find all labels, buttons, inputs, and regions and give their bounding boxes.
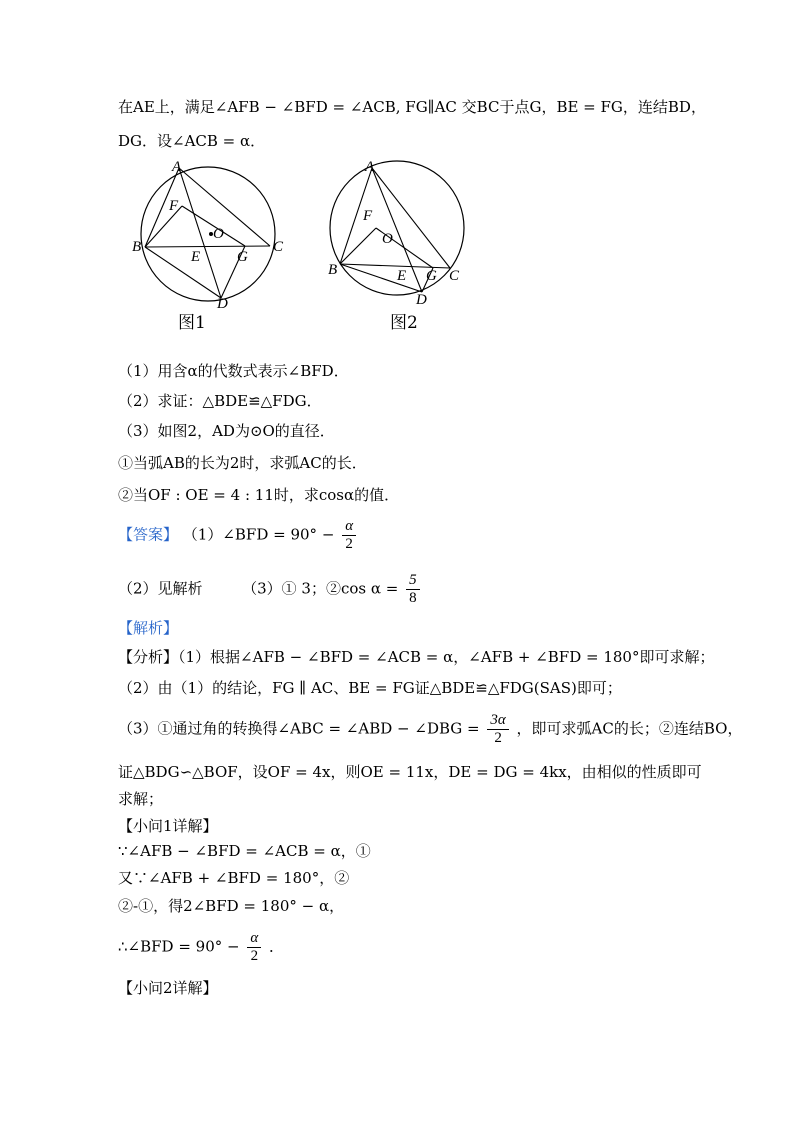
fig1-point-label: F: [169, 198, 179, 214]
fig2-point-label: B: [328, 262, 338, 278]
question-2: （2）求证：△BDE≌△FDG．: [118, 392, 322, 410]
fig1-point-label: B: [132, 239, 142, 255]
fig1-point-label: A: [172, 159, 182, 175]
fig2-point-label: E: [397, 268, 407, 284]
answer-line-2: [118, 572, 423, 607]
fig1-point-label: G: [237, 249, 248, 265]
question-3a: ①当弧AB的长为2时，求弧AC的长．: [118, 454, 367, 472]
step-4: [118, 930, 284, 965]
fenxi-3-suffix: ，即可求弧AC的长；②连结BO，: [516, 719, 743, 738]
fig2-point-label: G: [426, 268, 437, 284]
fenxi-tag: 【分析】: [118, 648, 179, 666]
circle-o-fig1: [141, 167, 275, 301]
fig2-point-label: F: [363, 208, 373, 224]
problem-intro-line1: 在AE上，满足∠AFB − ∠BFD = ∠ACB, FG∥AC 交BC于点G，BE = FG，连结BD，: [118, 98, 706, 116]
answer-3-prefix: （3）① 3；②cos α =: [242, 579, 399, 598]
question-3: （3）如图2，AD为⊙O的直径．: [118, 422, 335, 440]
sub1-tag: 【小问1详解】: [118, 817, 218, 835]
step-4-prefix: ∴∠BFD = 90° −: [118, 937, 240, 956]
fenxi-3-prefix: （3）①通过角的转换得∠ABC = ∠ABD − ∠DBG =: [118, 719, 480, 738]
analysis-tag: 【解析】: [118, 619, 179, 637]
figure-2: [325, 158, 495, 308]
fenxi-line-2: （2）由（1）的结论，FG ∥ AC、BE = FG证△BDE≌△FDG(SAS)即可；: [118, 679, 622, 697]
answer-tag: 【答案】: [118, 525, 179, 544]
question-1: （1）用含α的代数式表示∠BFD．: [118, 362, 349, 380]
answer-1-prefix: （1）∠BFD = 90° −: [182, 525, 335, 544]
fig1-point-label: E: [191, 249, 201, 265]
geometry-figures: [120, 158, 480, 333]
step-1: ∵∠AFB − ∠BFD = ∠ACB = α，①: [118, 842, 371, 860]
figure-2-label: 图2: [390, 313, 418, 333]
fenxi-3-fraction: $\frac{3\alpha}{2}$: [487, 712, 508, 747]
answer-1-fraction: $\frac{\alpha}{2}$: [342, 518, 356, 553]
sub2-tag: 【小问2详解】: [118, 979, 218, 997]
figure-1: [125, 158, 295, 308]
answer-2: （2）见解析: [118, 579, 203, 598]
step-3: ②-①，得2∠BFD = 180° − α，: [118, 897, 345, 915]
fenxi-line-3: [118, 712, 742, 747]
fig2-point-label: A: [365, 159, 375, 175]
step-4-suffix: ．: [269, 937, 285, 956]
step-2: 又∵∠AFB + ∠BFD = 180°，②: [118, 869, 350, 887]
problem-intro-line2: DG．设∠ACB = α．: [118, 132, 266, 150]
figure-1-label: 图1: [178, 313, 206, 333]
step-4-fraction: $\frac{\alpha}{2}$: [247, 930, 261, 965]
fenxi-line-5: 求解；: [118, 790, 164, 808]
fig2-point-label: C: [449, 268, 460, 284]
fig2-point-label: O: [382, 231, 393, 247]
fig2-point-label: D: [416, 292, 427, 308]
fig1-point-label: O: [213, 226, 224, 242]
fig1-point-label: C: [273, 239, 284, 255]
fenxi-line-4: 证△BDG∽△BOF，设OF = 4x，则OE = 11x，DE = DG = 4kx，由相似的性质即可: [118, 763, 702, 781]
fenxi-text-1: （1）根据∠AFB − ∠BFD = ∠ACB = α，∠AFB + ∠BFD = 180°即可求解；: [178, 648, 715, 666]
answer-3-fraction: $\frac{5}{8}$: [406, 572, 420, 607]
question-3b: ②当OF : OE = 4 : 11时，求cosα的值．: [118, 486, 400, 504]
fenxi-line-1: [118, 647, 714, 667]
answer-line-1: [118, 518, 359, 553]
fig1-point-label: D: [217, 296, 228, 308]
